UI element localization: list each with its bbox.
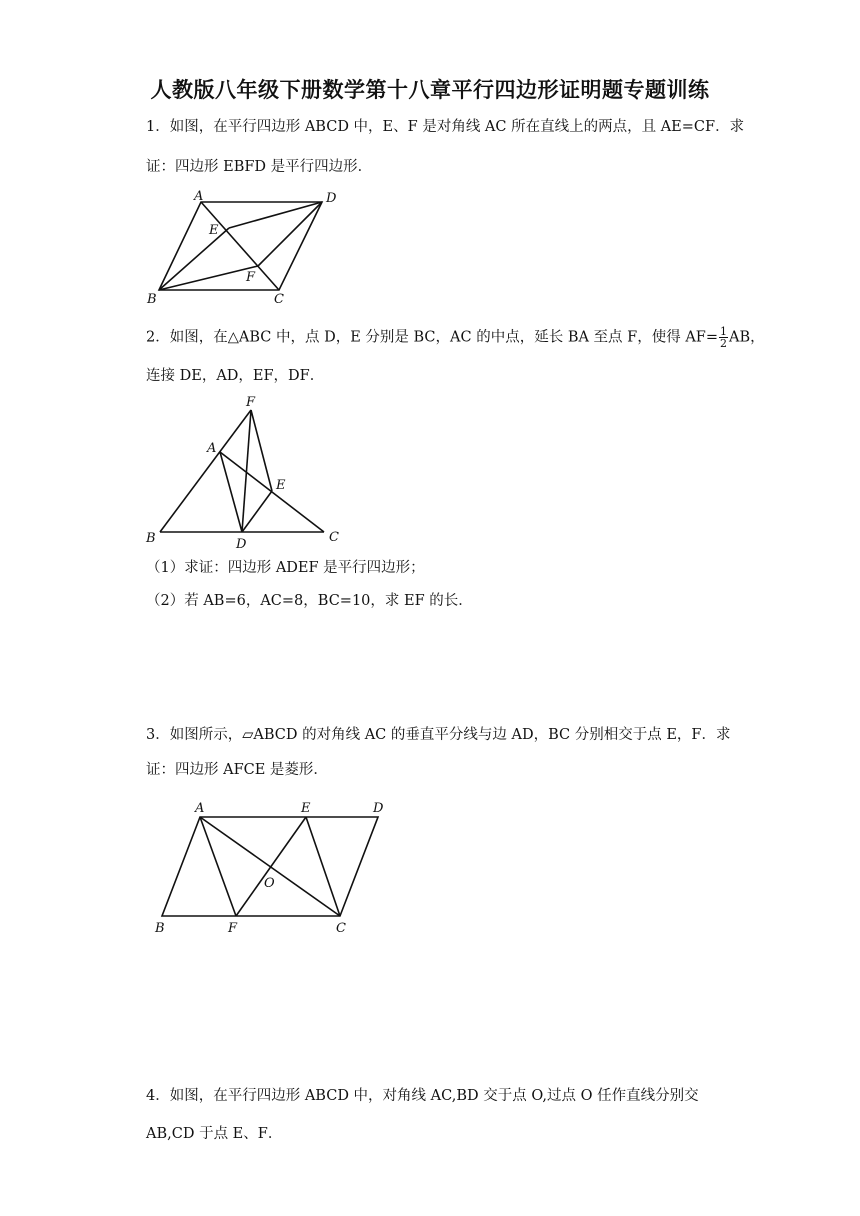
q3-segment-af [200, 817, 236, 916]
q3-label-o: O [264, 876, 275, 891]
q3-segment-ec [306, 817, 340, 916]
q3-label-e: E [301, 801, 311, 816]
q4-text-line1: 4．如图，在平行四边形 ABCD 中，对角线 AC,BD 交于点 O,过点 O 任作直线分别交 [146, 1088, 699, 1104]
q2-segment-de [242, 491, 272, 532]
q3-segment-ef [236, 817, 306, 916]
q3-label-c: C [336, 921, 346, 936]
q1-label-b: B [147, 292, 157, 307]
q3-label-a: A [195, 801, 205, 816]
q1-label-d: D [326, 191, 337, 206]
q3-text-line2: 证：四边形 AFCE 是菱形． [146, 762, 328, 778]
q2-text-line1 [146, 326, 765, 349]
q2-segment-fd [242, 410, 251, 532]
q2-fraction-denominator: 2 [720, 337, 728, 350]
q2-part2: （2）若 AB=6，AC=8，BC=10，求 EF 的长． [146, 593, 473, 609]
q3-label-f: F [228, 921, 238, 936]
q2-fraction-numerator: 1 [720, 325, 728, 338]
q2-label-d: D [236, 537, 247, 552]
q2-fraction [719, 326, 728, 349]
q2-label-b: B [146, 531, 156, 546]
q2-text-line2: 连接 DE，AD，EF，DF． [146, 368, 325, 384]
q2-label-f: F [246, 395, 256, 410]
page-title: 人教版八年级下册数学第十八章平行四边形证明题专题训练 [150, 78, 710, 102]
q3-text-line1: 3．如图所示，▱ABCD 的对角线 AC 的垂直平分线与边 AD，BC 分别相交于点 E，F．求 [146, 727, 731, 743]
q1-segment-bf [159, 266, 258, 290]
q1-label-a: A [194, 189, 204, 204]
q4-text-line2: AB,CD 于点 E、F． [146, 1126, 283, 1142]
q1-label-e: E [209, 223, 219, 238]
q1-text-line1: 1．如图，在平行四边形 ABCD 中，E、F 是对角线 AC 所在直线上的两点，且 AE=CF．求 [146, 119, 745, 135]
q2-text-line1-a: 2．如图，在△ABC 中，点 D，E 分别是 BC，AC 的中点，延长 BA 至点 F，使得 AF= [146, 329, 719, 346]
q2-part1: （1）求证：四边形 ADEF 是平行四边形； [146, 560, 425, 576]
q2-segment-ad [220, 452, 242, 532]
q1-label-f: F [246, 270, 256, 285]
q2-label-a: A [207, 441, 217, 456]
q1-figure [146, 189, 337, 307]
q1-label-c: C [274, 292, 284, 307]
q1-text-line2: 证：四边形 EBFD 是平行四边形． [146, 159, 373, 175]
q2-text-line1-b: AB， [729, 329, 765, 346]
q3-figure [154, 801, 384, 936]
q3-diagonal-ac [200, 817, 340, 916]
q3-label-b: B [155, 921, 165, 936]
q2-label-c: C [329, 530, 339, 545]
q3-label-d: D [373, 801, 384, 816]
q2-figure [145, 395, 339, 552]
q2-label-e: E [276, 478, 286, 493]
